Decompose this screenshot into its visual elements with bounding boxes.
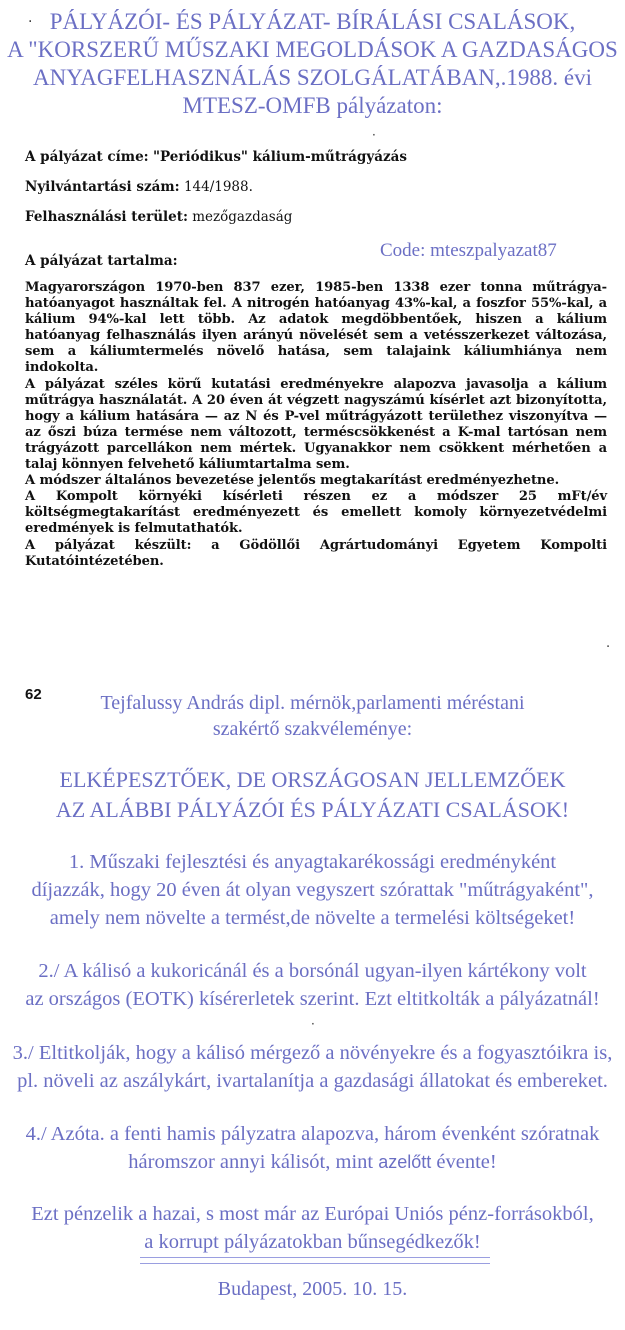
header-line: MTESZ-OMFB pályázaton: bbox=[182, 93, 443, 118]
warning-line: AZ ALÁBBI PÁLYÁZÓI ÉS PÁLYÁZATI CSALÁSOK! bbox=[55, 797, 570, 822]
stray-dot: · bbox=[606, 640, 611, 655]
proposal-title-label: A pályázat címe: bbox=[25, 149, 149, 165]
claim-line bbox=[0, 1148, 625, 1176]
expert-heading bbox=[0, 690, 625, 742]
claim-line: az országos (EOTK) kísérerletek szerint. Ezt eltitkolták a pályázatnál! bbox=[25, 988, 600, 1010]
body-paragraph: A pályázat széles körű kutatási eredményekre alapozva javasolja a kálium műtrágya használatát. A 20 éven át végzett nagyszámú kísérlet azt bizonyította, hogy a kálium hatására — az N és P-vel műtrágyázott területhez viszonyítva — az őszi búza termése nem változott, terméscsökkenést a K-mal tartósan nem trágyázott parcellákon nem mértek. Ugyanakkor nem csökkent mérhetően a talaj könnyen felvehető káliumtartalma sem. bbox=[25, 376, 607, 473]
double-divider bbox=[140, 1257, 490, 1264]
proposal-area-label: Felhasználási terület: bbox=[25, 209, 188, 225]
body-paragraph: A Kompolt környéki kísérleti részen ez a módszer 25 mFt/év költségmegtakarítást eredményezett és emellett komoly környezetvédelmi eredmények is felmutathatók. bbox=[25, 489, 607, 537]
body-paragraph: Magyarországon 1970-ben 837 ezer, 1985-ben 1338 ezer tonna műtrágya-hatóanyagot használtak fel. A nitrogén hatóanyag 43%-kal, a foszfor 55%-kal, a kálium 94%-kal lett több. Az adatok megdöbbentőek, hiszen a kálium hatóanyag felhasználás ilyen arányú növelését sem a vetésszerkezet változása, sem a káliumtermelés növelő hatása, sem talajaink káliumhiánya nem indokolta. bbox=[25, 280, 607, 376]
closing-line: Ezt pénzelik a hazai, s most már az Európai Uniós pénz-forrásokból, bbox=[31, 1203, 594, 1225]
claim-line: 4./ Azóta. a fenti hamis pályzatra alapozva, három évenként szóratnak bbox=[25, 1123, 600, 1145]
proposal-reg-label: Nyilvántartási szám: bbox=[25, 179, 180, 195]
proposal-title-value: "Periódikus" kálium-műtrágyázás bbox=[152, 149, 407, 165]
header-line: A "KORSZERŰ MŰSZAKI MEGOLDÁSOK A GAZDASÁGOS bbox=[7, 37, 618, 62]
stray-dot: · bbox=[28, 14, 33, 30]
stray-dot: · bbox=[372, 128, 376, 142]
closing-line: a korrupt pályázatokban bűnsegédkezők! bbox=[144, 1231, 481, 1253]
proposal-content-label: A pályázat tartalma: bbox=[25, 253, 178, 269]
header-title bbox=[0, 8, 625, 120]
closing-statement bbox=[0, 1200, 625, 1256]
proposal-body bbox=[25, 280, 607, 570]
date-line: Budapest, 2005. 10. 15. bbox=[217, 1278, 408, 1300]
claim-line-part: háromszor annyi kálisót, mint bbox=[128, 1151, 379, 1173]
claim-line: 2./ A kálisó a kukoricánál és a borsónál ugyan-ilyen kártékony volt bbox=[38, 960, 587, 982]
claim-line: amely nem növelte a termést,de növelte a termelési költségeket! bbox=[49, 907, 576, 929]
page-number: 62 bbox=[25, 686, 42, 703]
claim-item-3 bbox=[0, 1039, 625, 1095]
proposal-title-row bbox=[25, 148, 407, 166]
claim-line: 3./ Eltitkolják, hogy a kálisó mérgező a növényekre és a fogyasztóikra is, bbox=[12, 1042, 613, 1064]
warning-heading bbox=[0, 765, 625, 825]
expert-line: szakértő szakvéleménye: bbox=[212, 718, 413, 740]
expert-line: Tejfalussy András dipl. mérnök,parlamenti méréstani bbox=[100, 692, 525, 714]
body-paragraph: A pályázat készült: a Gödöllői Agrártudományi Egyetem Kompolti Kutatóintézetében. bbox=[25, 537, 607, 569]
code-label: Code: mteszpalyazat87 bbox=[380, 240, 557, 261]
proposal-reg-row bbox=[25, 178, 253, 196]
claim-item-4 bbox=[0, 1120, 625, 1176]
proposal-area-value: mezőgazdaság bbox=[192, 209, 293, 225]
stray-dot: · bbox=[311, 1017, 315, 1031]
proposal-area-row bbox=[25, 208, 292, 226]
body-paragraph: A módszer általános bevezetése jelentős megtakarítást eredményezhetne. bbox=[25, 473, 560, 489]
claim-line-part: évente! bbox=[431, 1151, 497, 1173]
claim-line-emphasis: azelőtt bbox=[378, 1152, 432, 1172]
header-line: ANYAGFELHASZNÁLÁS SZOLGÁLATÁBAN,.1988. évi bbox=[32, 65, 593, 90]
claim-item-1 bbox=[0, 848, 625, 932]
proposal-reg-value: 144/1988. bbox=[183, 179, 253, 195]
claim-item-2 bbox=[0, 957, 625, 1013]
claim-line: díjazzák, hogy 20 éven át olyan vegyszert szórattak "műtrágyaként", bbox=[31, 879, 594, 901]
claim-line: pl. növeli az aszálykárt, ivartalanítja a gazdasági állatokat és embereket. bbox=[17, 1070, 608, 1092]
header-line: PÁLYÁZÓI- ÉS PÁLYÁZAT- BÍRÁLÁSI CSALÁSOK, bbox=[49, 9, 576, 34]
proposal-content-row bbox=[25, 252, 178, 270]
warning-line: ELKÉPESZTŐEK, DE ORSZÁGOSAN JELLEMZŐEK bbox=[59, 767, 566, 792]
claim-line: 1. Műszaki fejlesztési és anyagtakarékossági eredményként bbox=[68, 851, 557, 873]
